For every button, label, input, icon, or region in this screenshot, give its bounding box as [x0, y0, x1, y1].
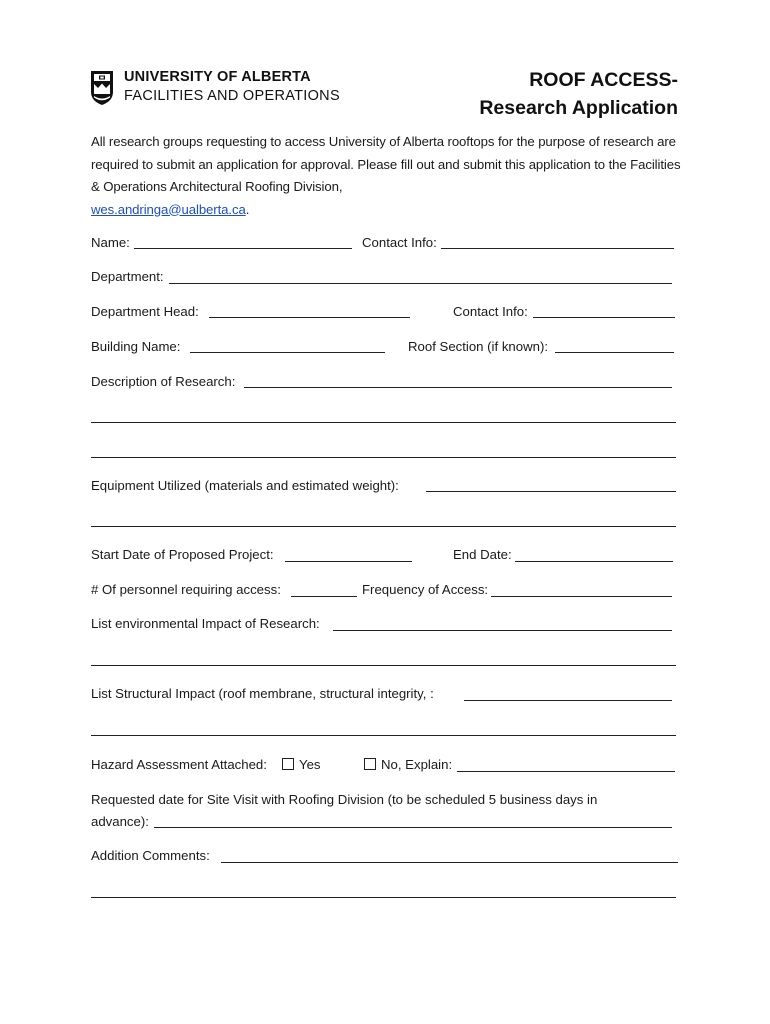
department-contact-label: Contact Info:: [453, 304, 528, 319]
contact-info-label: Contact Info:: [362, 235, 437, 250]
frequency-field[interactable]: [491, 596, 672, 597]
site-visit-date-field[interactable]: [154, 827, 672, 828]
department-head-field[interactable]: [209, 317, 410, 318]
department-head-label: Department Head:: [91, 304, 199, 319]
building-name-field[interactable]: [190, 352, 385, 353]
department-field[interactable]: [169, 283, 672, 284]
title-line-1: ROOF ACCESS-: [529, 69, 678, 91]
start-date-field[interactable]: [285, 561, 412, 562]
intro-end: .: [245, 201, 250, 217]
roof-section-label: Roof Section (if known):: [408, 339, 548, 354]
description-label: Description of Research:: [91, 374, 236, 389]
personnel-label: # Of personnel requiring access:: [91, 582, 281, 597]
personnel-field[interactable]: [291, 596, 357, 597]
title-line-2: Research Application: [479, 97, 678, 119]
yes-option[interactable]: [282, 757, 321, 773]
name-field[interactable]: [134, 248, 352, 249]
structural-impact-field[interactable]: [464, 700, 672, 701]
no-explain-label: No, Explain:: [381, 757, 453, 772]
yes-label: Yes: [299, 757, 321, 772]
comments-line-2[interactable]: [91, 897, 676, 898]
end-date-field[interactable]: [515, 561, 673, 562]
description-line-3[interactable]: [91, 457, 676, 458]
contact-info-field[interactable]: [441, 248, 674, 249]
environmental-impact-label: List environmental Impact of Research:: [91, 616, 320, 631]
university-shield-logo: [90, 70, 114, 106]
frequency-label: Frequency of Access:: [362, 582, 489, 597]
department-label: Department:: [91, 269, 164, 284]
email-link[interactable]: wes.andringa@ualberta.ca: [91, 201, 246, 217]
environmental-impact-line-2[interactable]: [91, 665, 676, 666]
intro-paragraph: [91, 131, 691, 221]
document-title: [479, 66, 678, 122]
organization-line-2: FACILITIES AND OPERATIONS: [124, 87, 340, 104]
end-date-label: End Date:: [453, 547, 512, 562]
description-field[interactable]: [244, 387, 672, 388]
equipment-field[interactable]: [426, 491, 676, 492]
hazard-explain-field[interactable]: [457, 771, 675, 772]
equipment-label: Equipment Utilized (materials and estimated weight):: [91, 478, 399, 493]
equipment-line-2[interactable]: [91, 526, 676, 527]
comments-field[interactable]: [221, 862, 678, 863]
site-visit-label-line-2: advance):: [91, 814, 149, 829]
description-line-2[interactable]: [91, 422, 676, 423]
no-option[interactable]: [364, 757, 452, 773]
roof-section-field[interactable]: [555, 352, 674, 353]
structural-impact-label: List Structural Impact (roof membrane, structural integrity, :: [91, 686, 434, 701]
organization-line-1: UNIVERSITY OF ALBERTA: [124, 69, 311, 85]
organization-name: [124, 70, 340, 103]
name-label: Name:: [91, 235, 130, 250]
start-date-label: Start Date of Proposed Project:: [91, 547, 274, 562]
yes-checkbox[interactable]: [282, 758, 294, 770]
hazard-assessment-label: Hazard Assessment Attached:: [91, 757, 267, 772]
intro-text: All research groups requesting to access University of Alberta rooftops for the purpose of research are required to submit an application for approval. Please fill out and submit this application to the Facilities & Operations Architectural Roofing Division,: [91, 134, 681, 194]
comments-label: Addition Comments:: [91, 848, 210, 863]
site-visit-label-line-1: Requested date for Site Visit with Roofing Division (to be scheduled 5 business days in: [91, 792, 598, 807]
environmental-impact-field[interactable]: [333, 630, 672, 631]
department-contact-field[interactable]: [533, 317, 675, 318]
no-checkbox[interactable]: [364, 758, 376, 770]
structural-impact-line-2[interactable]: [91, 735, 676, 736]
building-name-label: Building Name:: [91, 339, 181, 354]
